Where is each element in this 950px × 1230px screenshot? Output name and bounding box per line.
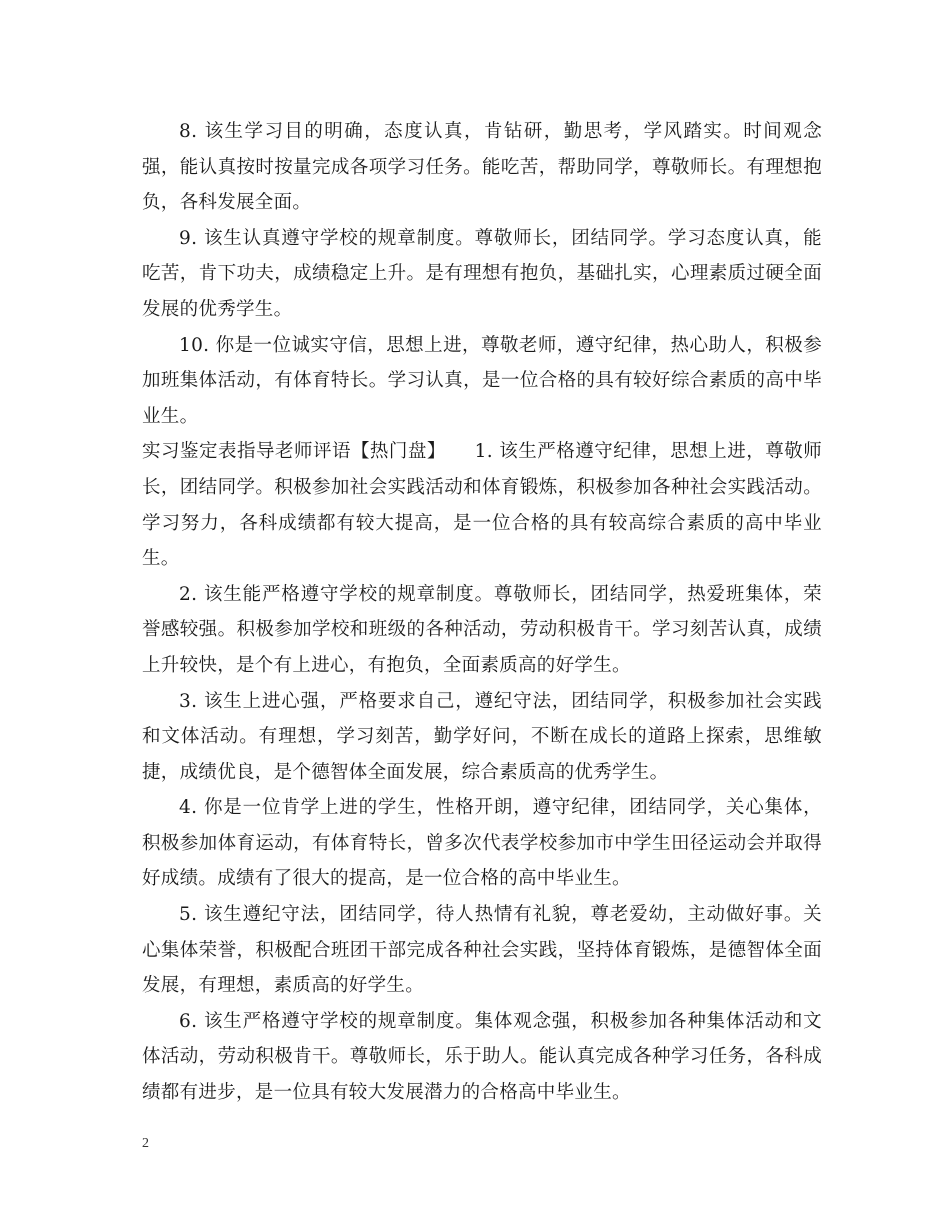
- comment-paragraph-9: 9. 该生认真遵守学校的规章制度。尊敬师长，团结同学。学习态度认真，能吃苦，肯下功夫，成绩稳定上升。是有理想有抱负，基础扎实，心理素质过硬全面发展的优秀学生。: [142, 227, 822, 320]
- page-number: 2: [142, 1136, 149, 1151]
- comment-paragraph-5: 5. 该生遵纪守法，团结同学，待人热情有礼貌，尊老爱幼，主动做好事。关心集体荣誉，积极配合班团干部完成各种社会实践，坚持体育锻炼，是德智体全面发展，有理想，素质高的好学生。: [142, 904, 822, 997]
- document-body: [142, 114, 822, 1111]
- comment-paragraph-8: 8. 该生学习目的明确，态度认真，肯钻研，勤思考，学风踏实。时间观念强，能认真按时按量完成各项学习任务。能吃苦，帮助同学，尊敬师长。有理想抱负，各科发展全面。: [142, 121, 822, 214]
- section-heading-paragraph: 实习鉴定表指导老师评语【热门盘】 1. 该生严格遵守纪律，思想上进，尊敬师长，团结同学。积极参加社会实践活动和体育锻炼，积极参加各种社会实践活动。学习努力，各科成绩都有较大提高，是一位合格的具有较高综合素质的高中毕业生。: [142, 441, 822, 570]
- comment-paragraph-2: 2. 该生能严格遵守学校的规章制度。尊敬师长，团结同学，热爱班集体，荣誉感较强。积极参加学校和班级的各种活动，劳动积极肯干。学习刻苦认真，成绩上升较快，是个有上进心，有抱负，全面素质高的好学生。: [142, 583, 822, 676]
- comment-paragraph-10: 10. 你是一位诚实守信，思想上进，尊敬老师，遵守纪律，热心助人，积极参加班集体活动，有体育特长。学习认真，是一位合格的具有较好综合素质的高中毕业生。: [142, 334, 822, 427]
- comment-paragraph-4: 4. 你是一位肯学上进的学生，性格开朗，遵守纪律，团结同学，关心集体，积极参加体育运动，有体育特长，曾多次代表学校参加市中学生田径运动会并取得好成绩。成绩有了很大的提高，是一位合格的高中毕业生。: [142, 797, 822, 890]
- comment-paragraph-3: 3. 该生上进心强，严格要求自己，遵纪守法，团结同学，积极参加社会实践和文体活动。有理想，学习刻苦，勤学好问，不断在成长的道路上探索，思维敏捷，成绩优良，是个德智体全面发展，综合素质高的优秀学生。: [142, 690, 822, 783]
- comment-paragraph-6: 6. 该生严格遵守学校的规章制度。集体观念强，积极参加各种集体活动和文体活动，劳动积极肯干。尊敬师长，乐于助人。能认真完成各种学习任务，各科成绩都有进步，是一位具有较大发展潜力的合格高中毕业生。: [142, 1010, 822, 1104]
